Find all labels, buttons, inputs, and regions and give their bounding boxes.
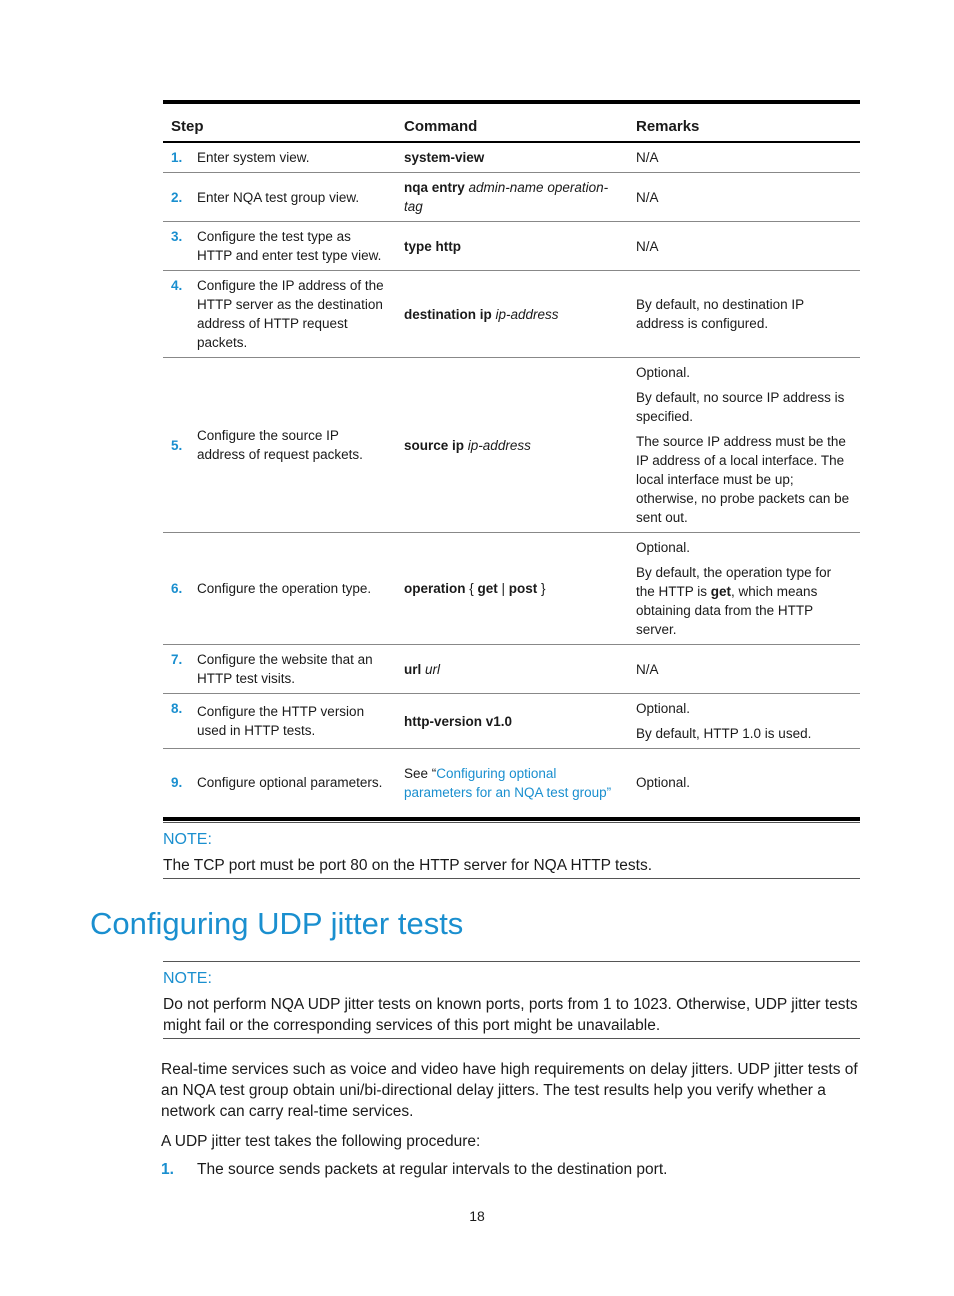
remark-pre: By default, the operation type for the HTTP is — [636, 565, 832, 599]
step-description: Configure the IP address of the HTTP server as the destination address of HTTP request packets. — [195, 271, 396, 358]
remark-text: Optional. — [636, 701, 691, 716]
step-number: 2. — [163, 173, 195, 222]
remark-text: The source IP address must be the IP address of a local interface. The local interface must be up; otherwise, no probe packets can be sent out. — [636, 434, 850, 525]
step-description: Configure the source IP address of request packets. — [195, 358, 396, 533]
command-keyword: system-view — [404, 150, 485, 165]
remark-text: By default, HTTP 1.0 is used. — [636, 726, 812, 741]
step-description: Enter NQA test group view. — [195, 173, 396, 222]
table-row — [163, 271, 860, 358]
remarks-cell — [628, 222, 860, 271]
note-text: Do not perform NQA UDP jitter tests on known ports, ports from 1 to 1023. Otherwise, UDP jitter tests might fail or the corresponding services of this port might be unavailable. — [163, 996, 858, 1034]
table-row — [163, 533, 860, 645]
command-argument: ip-address — [467, 437, 531, 453]
remarks-cell — [628, 142, 860, 173]
command-cell — [396, 173, 628, 222]
note-label: NOTE: — [163, 831, 212, 848]
see-suffix: ” — [606, 784, 612, 800]
table-row — [163, 694, 860, 749]
list-number: 1. — [161, 1161, 174, 1178]
command-cell — [396, 645, 628, 694]
command-keyword: type http — [404, 238, 461, 254]
table-row — [163, 173, 860, 222]
see-prefix: See “ — [404, 765, 437, 781]
command-brace-open: { — [465, 581, 478, 596]
command-cell — [396, 749, 628, 819]
step-description: Configure the operation type. — [195, 533, 396, 645]
step-description: Configure the HTTP version used in HTTP tests. — [195, 694, 396, 749]
command-cell — [396, 358, 628, 533]
command-cell — [396, 533, 628, 645]
step-description: Enter system view. — [195, 142, 396, 173]
command-option-get: get — [477, 581, 498, 596]
header-step: Step — [163, 104, 396, 142]
command-argument: admin-name operation-tag — [404, 180, 609, 214]
command-cell — [396, 222, 628, 271]
table-row — [163, 142, 860, 173]
table-header-row — [163, 104, 860, 142]
step-number: 7. — [163, 645, 195, 694]
command-keyword: source ip — [404, 437, 465, 453]
command-argument: url — [425, 661, 441, 677]
header-command: Command — [396, 104, 628, 142]
command-keyword: nqa entry — [404, 180, 465, 195]
section-heading: Configuring UDP jitter tests — [90, 906, 464, 941]
remark-text: By default, no source IP address is specified. — [636, 390, 845, 424]
remark-keyword: get — [710, 584, 732, 599]
table-row — [163, 645, 860, 694]
step-number: 6. — [163, 533, 195, 645]
step-number: 3. — [163, 222, 195, 271]
command-cell — [396, 694, 628, 749]
step-number: 5. — [163, 358, 195, 533]
remarks-cell — [628, 645, 860, 694]
remarks-cell — [628, 358, 860, 533]
command-keyword: destination ip — [404, 306, 492, 322]
list-text: The source sends packets at regular intervals to the destination port. — [197, 1161, 668, 1178]
table-row — [163, 358, 860, 533]
configuring-optional-parameters-link[interactable]: Configuring optional parameters for an NQA test group — [404, 765, 607, 800]
step-number: 9. — [163, 749, 195, 819]
step-description: Configure the test type as HTTP and enter test type view. — [195, 222, 396, 271]
remark-text: N/A — [636, 238, 659, 254]
note-box-tcp-port — [163, 822, 860, 879]
remark-text — [636, 563, 852, 639]
note-box-udp-ports — [163, 961, 860, 1039]
remark-text: N/A — [636, 150, 659, 165]
command-option-post: post — [508, 581, 538, 596]
table-row — [163, 222, 860, 271]
command-keyword: url — [404, 661, 422, 677]
remarks-cell — [628, 749, 860, 819]
page-number: 18 — [469, 1208, 485, 1224]
body-paragraph: Real-time services such as voice and video have high requirements on delay jitters. UDP jitter tests of an NQA test group obtain uni/bi-directional delay jitters. The test results help you verify whether a network can carry real-time services. — [161, 1061, 858, 1120]
header-remarks: Remarks — [628, 104, 860, 142]
list-item — [161, 1159, 667, 1180]
remark-text: By default, no destination IP address is configured. — [636, 297, 804, 331]
remark-post: , which means obtaining data from the HTTP server. — [636, 584, 818, 637]
command-cell — [396, 142, 628, 173]
step-number: 1. — [163, 142, 195, 173]
step-description: Configure optional parameters. — [195, 749, 396, 819]
step-description: Configure the website that an HTTP test visits. — [195, 645, 396, 694]
remark-text: N/A — [636, 189, 659, 205]
note-text: The TCP port must be port 80 on the HTTP server for NQA HTTP tests. — [163, 857, 653, 874]
command-brace-close: } — [537, 581, 546, 596]
remarks-cell — [628, 694, 860, 749]
step-number: 4. — [163, 271, 195, 358]
command-cell — [396, 271, 628, 358]
command-keyword: operation — [404, 581, 466, 596]
body-paragraph: A UDP jitter test takes the following procedure: — [161, 1133, 481, 1150]
command-keyword: http-version v1.0 — [404, 713, 513, 729]
command-argument: ip-address — [495, 306, 559, 322]
table-row — [163, 749, 860, 819]
remarks-cell — [628, 533, 860, 645]
remarks-cell — [628, 271, 860, 358]
command-separator: | — [497, 581, 509, 596]
remark-text: Optional. — [636, 365, 691, 380]
remarks-cell — [628, 173, 860, 222]
nqa-http-config-table — [163, 100, 860, 821]
note-label: NOTE: — [163, 970, 212, 987]
step-number: 8. — [163, 694, 195, 749]
remark-text: Optional. — [636, 540, 691, 555]
remark-text: N/A — [636, 661, 659, 677]
remark-text: Optional. — [636, 775, 691, 791]
